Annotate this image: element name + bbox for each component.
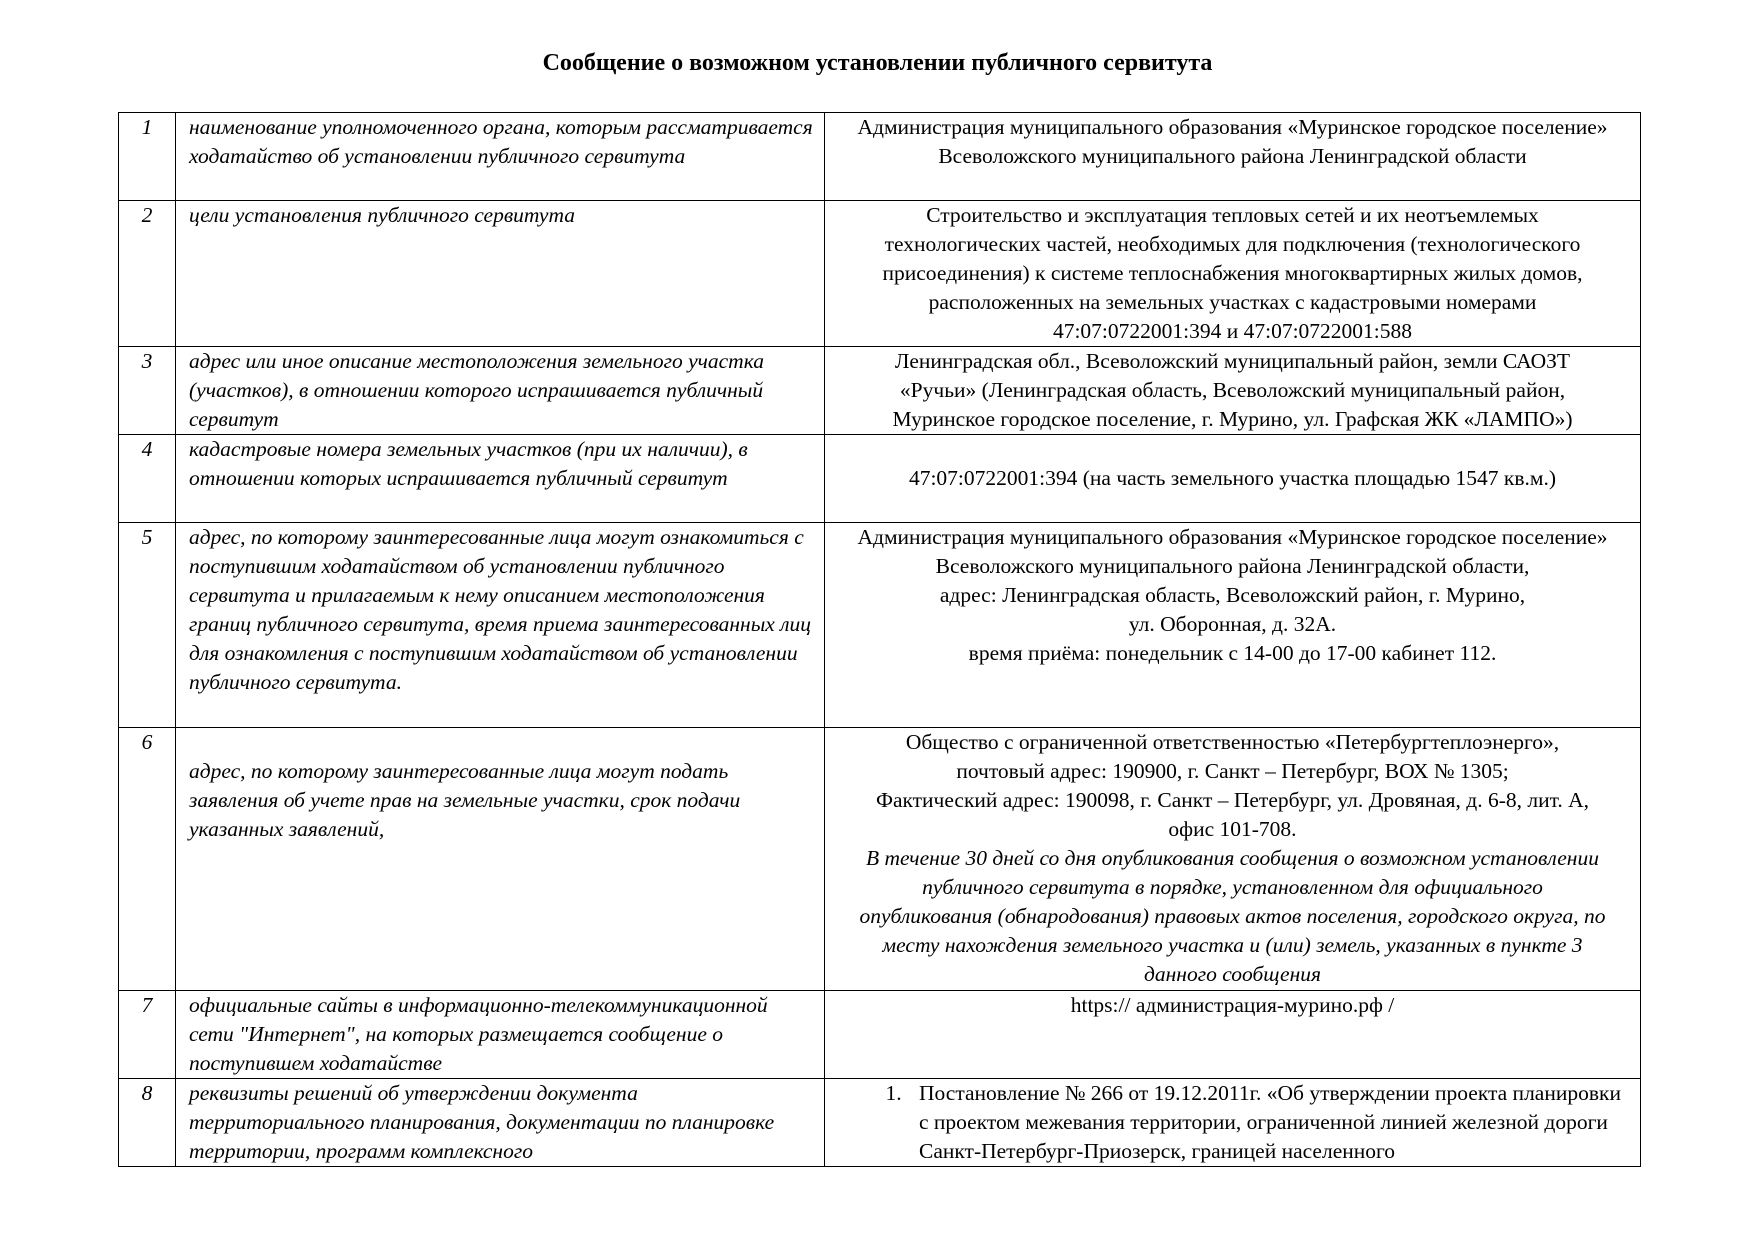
value-line: офис 101-708. (1168, 817, 1297, 841)
document-title: Сообщение о возможном установлении публичного сервитута (542, 50, 1213, 76)
row-label: цели установления публичного сервитута (176, 201, 825, 347)
value-line: Ленинградская обл., Всеволожский муниципальный район, земли САОЗТ (894, 349, 1571, 373)
value-line: Фактический адрес: 190098, г. Санкт – Петербург, ул. Дровяная, д. 6-8, лит. А, (875, 788, 1590, 812)
value-line: Муринское городское поселение, г. Мурино, ул. Графская ЖК «ЛАМПО») (892, 407, 1573, 431)
value-line: Всеволожского муниципального района Ленинградской области, (935, 554, 1530, 578)
row-number: 8 (119, 1079, 176, 1167)
table-row (119, 523, 1641, 728)
row-number: 1 (119, 113, 176, 201)
row-value (825, 201, 1641, 347)
value-line: Общество с ограниченной ответственностью «Петербургтеплоэнерго», (905, 730, 1560, 754)
deadline-line: опубликования (обнародования) правовых актов поселения, городского округа, по (859, 904, 1606, 928)
row-label (176, 728, 825, 991)
value-line: присоединения) к системе теплоснабжения многоквартирных жилых домов, (882, 261, 1583, 285)
value-line: адрес: Ленинградская область, Всеволожский район, г. Мурино, (939, 583, 1526, 607)
row-value (825, 1079, 1641, 1167)
deadline-line: В течение 30 дней со дня опубликования сообщения о возможном установлении (866, 846, 1599, 870)
row-number: 7 (119, 991, 176, 1079)
list-item: 1. Постановление № 266 от 19.12.2011г. «Об утверждении проекта планировки с проектом межевания территории, ограниченной линией железной дороги Санкт-Петербург-Приозерск, границей населенного (907, 1079, 1634, 1166)
row-label: адрес или иное описание местоположения земельного участка (участков), в отношении которого испрашивается публичный сервитут (176, 347, 825, 435)
row-number: 2 (119, 201, 176, 347)
value-line: «Ручьи» (Ленинградская область, Всеволожский муниципальный район, (899, 378, 1566, 402)
row-value (825, 113, 1641, 201)
row-value (825, 347, 1641, 435)
table-row (119, 1079, 1641, 1167)
table-row (119, 435, 1641, 523)
value-line: расположенных на земельных участках с кадастровыми номерами (928, 290, 1537, 314)
row-label: кадастровые номера земельных участков (при их наличии), в отношении которых испрашивается публичный сервитут (176, 435, 825, 523)
value-line: Всеволожского муниципального района Ленинградской области (938, 144, 1527, 168)
value-line: Администрация муниципального образования «Муринское городское поселение» (857, 115, 1608, 139)
deadline-line: данного сообщения (1144, 962, 1321, 986)
value-line: время приёма: понедельник с 14-00 до 17-00 кабинет 112. (968, 641, 1497, 665)
table-row (119, 991, 1641, 1079)
value-line: 47:07:0722001:394 и 47:07:0722001:588 (1052, 319, 1413, 343)
row-number: 5 (119, 523, 176, 728)
row-value (825, 991, 1641, 1079)
row-value (825, 435, 1641, 523)
row-label: реквизиты решений об утверждении документа территориального планирования, документации по планировке территории, программ комплексного (176, 1079, 825, 1167)
table-row (119, 113, 1641, 201)
website-link[interactable]: https:// администрация-мурино.рф / (1070, 993, 1395, 1017)
table-row (119, 201, 1641, 347)
deadline-line: публичного сервитута в порядке, установленном для официального (922, 875, 1543, 899)
requisites-list (831, 1079, 1634, 1166)
row-label: наименование уполномоченного органа, которым рассматривается ходатайство об установлении публичного сервитута (176, 113, 825, 201)
row-number: 3 (119, 347, 176, 435)
value-line: почтовый адрес: 190900, г. Санкт – Петербург, ВОХ № 1305; (956, 759, 1509, 783)
row-label: официальные сайты в информационно-телекоммуникационной сети "Интернет", на которых размещается сообщение о поступившем ходатайстве (176, 991, 825, 1079)
value-line: Администрация муниципального образования «Муринское городское поселение» (857, 525, 1608, 549)
value-line: ул. Оборонная, д. 32А. (1128, 612, 1337, 636)
row-value (825, 728, 1641, 991)
label-spacer (189, 728, 816, 757)
table-row (119, 728, 1641, 991)
value-line: Строительство и эксплуатация тепловых сетей и их неотъемлемых (926, 203, 1539, 227)
row-label: адрес, по которому заинтересованные лица могут ознакомиться с поступившим ходатайством об установлении публичного сервитута и прилагаемым к нему описанием местоположения границ публичного сервитута, время приема заинтересованных лиц для ознакомления с поступившим ходатайством об установлении публичного сервитута. (176, 523, 825, 728)
row-number: 4 (119, 435, 176, 523)
table-row (119, 347, 1641, 435)
row-value (825, 523, 1641, 728)
servitude-table (118, 112, 1641, 1167)
row-label-text: адрес, по которому заинтересованные лица могут подать заявления об учете прав на земельные участки, срок подачи указанных заявлений, (189, 759, 741, 841)
value-line: технологических частей, необходимых для подключения (технологического (884, 232, 1581, 256)
value-line: 47:07:0722001:394 (на часть земельного участка площадью 1547 кв.м.) (908, 466, 1557, 490)
deadline-line: месту нахождения земельного участка и (или) земель, указанных в пункте 3 (882, 933, 1583, 957)
row-number: 6 (119, 728, 176, 991)
